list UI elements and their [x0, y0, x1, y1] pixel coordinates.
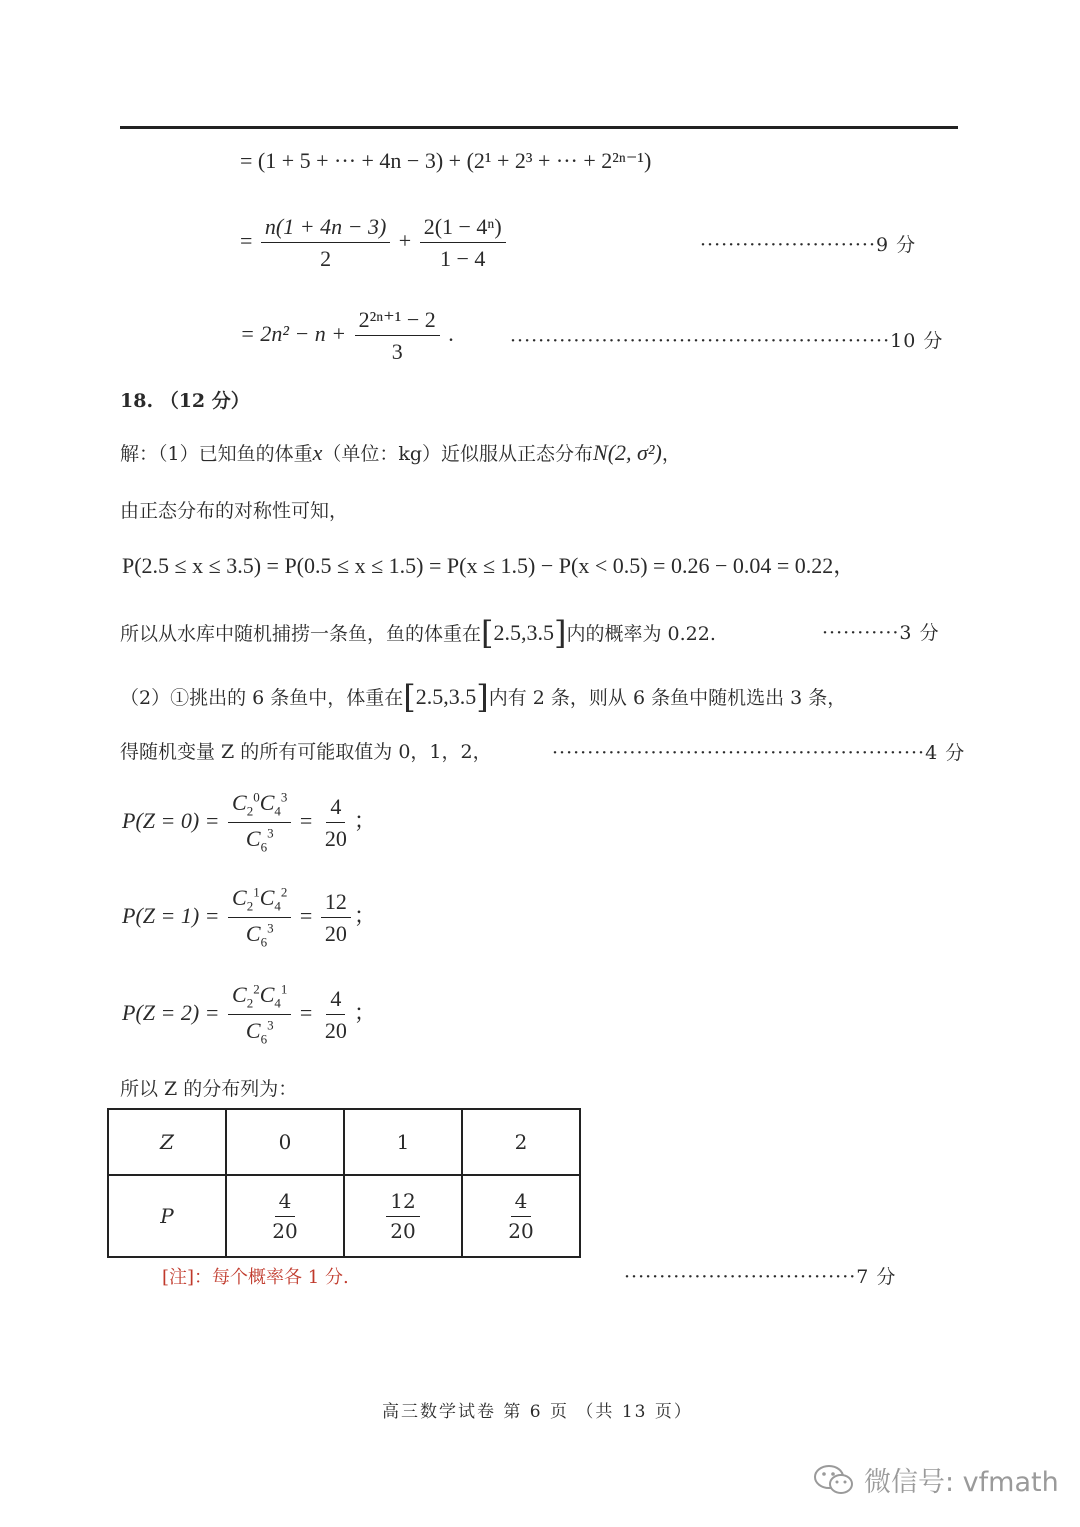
table-z-value: 0	[226, 1109, 344, 1175]
score-4: ·····················································4 分	[552, 742, 966, 764]
page-footer: 高三数学试卷 第 6 页 （共 13 页）	[382, 1402, 693, 1422]
top-rule	[120, 126, 958, 129]
watermark	[812, 1460, 1059, 1499]
value-frac-z0: $\frac{4}{20}$	[324, 794, 347, 852]
prob-z1: P(Z = 1) = $\frac{C_2^1C_4^2}{C_6^3}$ = $\frac{12}{20}$ ；	[122, 884, 376, 950]
eq10-lhs: = 2n² − n +	[240, 320, 347, 346]
interval-2: 2.5,3.5	[415, 684, 477, 709]
problem-heading	[120, 386, 250, 413]
part1-conclusion: 所以从水库中随机捕捞一条鱼，鱼的体重在[2.5,3.5]内的概率为 0.22.	[120, 614, 716, 652]
eq-sum-line: = (1 + 5 + ··· + 4n − 3) + (2¹ + 2³ + ··· + 2²ⁿ⁻¹)	[240, 148, 652, 173]
problem-number: 18.	[120, 390, 154, 412]
table-label-z: Z	[108, 1109, 226, 1175]
problem-points: （12 分）	[159, 390, 250, 412]
value-frac-z2: $\frac{4}{20}$	[324, 986, 347, 1044]
part2-line2: 得随机变量 Z 的所有可能取值为 0，1，2，	[120, 741, 492, 763]
eq-sum-formula	[240, 214, 509, 272]
binomial-frac-z1: $\frac{C_2^1C_4^2}{C_6^3}$	[228, 885, 291, 951]
table-row-z	[108, 1109, 580, 1175]
distribution-intro: 所以 Z 的分布列为：	[120, 1078, 298, 1100]
table-label-p: P	[108, 1175, 226, 1257]
interval-1: 2.5,3.5	[493, 620, 554, 645]
watermark-text: 微信号: vfmath	[864, 1467, 1059, 1498]
eq9-plus: +	[398, 227, 412, 253]
table-p-value: $\frac{4}{20}$	[226, 1175, 344, 1257]
wechat-icon	[812, 1463, 856, 1497]
grading-note: [注]：每个概率各 1 分.	[162, 1267, 349, 1288]
eq10-end: .	[448, 320, 454, 346]
binomial-frac-z2: $\frac{C_2^2C_4^1}{C_6^3}$	[228, 982, 291, 1048]
eq9-frac-2: $\frac{\text{2(1 − 4ⁿ)}}{1 - 4}$	[420, 214, 506, 272]
distribution-table	[107, 1108, 581, 1258]
eq9-equals: =	[240, 227, 253, 253]
prob-equation: P(2.5 ≤ x ≤ 3.5) = P(0.5 ≤ x ≤ 1.5) = P(x ≤ 1.5) − P(x < 0.5) = 0.26 − 0.04 = 0.22，	[122, 553, 856, 578]
eq10-frac: $\frac{\text{2²ⁿ⁺¹ − 2}}{3}$	[355, 307, 440, 365]
binomial-frac-z0: $\frac{C_2^0C_4^3}{C_6^3}$	[228, 790, 291, 856]
table-row-p	[108, 1175, 580, 1257]
normal-dist: N(2, σ²)	[593, 440, 662, 465]
var-x: x	[312, 440, 323, 465]
table-z-value: 1	[344, 1109, 462, 1175]
table-z-value: 2	[462, 1109, 580, 1175]
prob-z2: P(Z = 2) = $\frac{C_2^2C_4^1}{C_6^3}$ = $\frac{4}{20}$ ；	[122, 981, 376, 1047]
table-p-value: $\frac{4}{20}$	[462, 1175, 580, 1257]
score-7: ·································7 分	[624, 1266, 897, 1288]
symmetry-line: 由正态分布的对称性可知，	[120, 500, 349, 522]
part2-line1: （2）①挑出的 6 条鱼中，体重在[2.5,3.5]内有 2 条，则从 6 条鱼中随机选出 3 条，	[120, 678, 847, 716]
part1-intro: 解：（1）已知鱼的体重x（单位：kg）近似服从正态分布N(2, σ²)，	[120, 440, 681, 465]
eq9-frac-1: $\frac{n(1 + 4n - 3)}{2}$	[261, 214, 390, 272]
eq-result	[240, 307, 454, 365]
prob-z0: P(Z = 0) = $\frac{C_2^0C_4^3}{C_6^3}$ = $\frac{4}{20}$ ；	[122, 789, 376, 855]
value-frac-z1: $\frac{12}{20}$	[321, 889, 351, 947]
score-10: ······················································10 分	[510, 330, 944, 352]
score-9: ·························9 分	[700, 234, 917, 256]
score-3: ···········3 分	[822, 622, 940, 644]
table-p-value: $\frac{12}{20}$	[344, 1175, 462, 1257]
